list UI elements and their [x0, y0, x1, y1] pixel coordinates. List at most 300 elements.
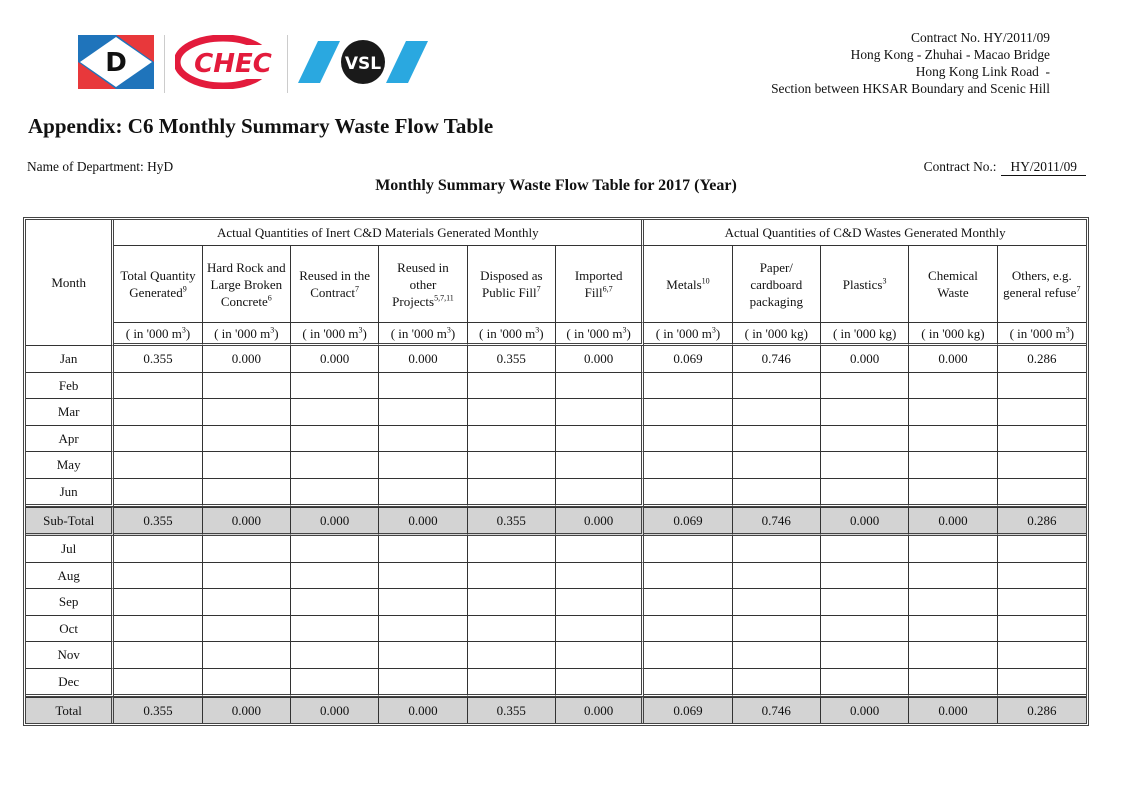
value-cell	[733, 373, 821, 400]
column-header-line	[733, 293, 820, 310]
column-header	[379, 246, 467, 323]
column-header-text: cardboard	[750, 276, 803, 292]
value-cell	[203, 669, 291, 698]
value-cell	[998, 536, 1086, 563]
unit-label	[998, 323, 1086, 346]
value-cell: 0.000	[821, 697, 909, 723]
table-row	[26, 399, 1086, 426]
column-header-text: Others, e.g.	[1011, 268, 1072, 283]
value-cell	[998, 426, 1086, 453]
value-cell	[998, 373, 1086, 400]
unit-label	[556, 323, 644, 346]
vsl-logo	[298, 35, 428, 94]
unit-label	[909, 323, 997, 346]
table-row	[26, 616, 1086, 643]
unit-exponent: 3	[446, 325, 451, 335]
value-cell	[821, 536, 909, 563]
column-header-text: Plastics	[842, 276, 883, 292]
column-header-text: Hard Rock and	[206, 259, 286, 275]
unit-close: )	[450, 325, 456, 341]
value-cell	[644, 479, 732, 508]
column-header-line	[733, 276, 820, 293]
value-cell: 0.355	[468, 507, 556, 536]
subtotal-row	[26, 507, 1086, 536]
value-cell	[203, 536, 291, 563]
value-cell: 0.000	[556, 507, 644, 536]
unit-text: ( in '000 m	[302, 325, 359, 341]
contract-no-label: Contract No.:	[923, 159, 997, 174]
value-cell: 0.000	[379, 507, 467, 536]
contract-line: Contract No. HY/2011/09	[911, 30, 1050, 45]
column-header-line	[203, 259, 290, 276]
unit-text: ( in '000 kg)	[832, 325, 897, 341]
value-cell	[644, 452, 732, 479]
department-name: Name of Department: HyD	[27, 159, 174, 174]
svg-text:VSL: VSL	[344, 53, 382, 74]
value-cell	[114, 479, 202, 508]
value-cell	[468, 642, 556, 669]
value-cell	[909, 399, 997, 426]
value-cell: 0.069	[644, 697, 732, 723]
unit-exponent: 3	[358, 325, 363, 335]
value-cell: 0.286	[998, 507, 1086, 536]
value-cell	[909, 452, 997, 479]
value-cell: 0.355	[114, 346, 202, 373]
value-cell	[556, 426, 644, 453]
value-cell	[203, 479, 291, 508]
unit-text: ( in '000 m	[566, 325, 623, 341]
value-cell	[291, 479, 379, 508]
contract-line: Hong Kong Link Road -	[915, 64, 1050, 79]
value-cell	[468, 373, 556, 400]
value-cell	[468, 479, 556, 508]
column-header-line	[379, 259, 466, 276]
footnote-ref: 10	[701, 276, 710, 286]
dragages-logo	[78, 35, 154, 94]
value-cell: 0.746	[733, 507, 821, 536]
value-cell	[733, 426, 821, 453]
column-header-text: Paper/	[759, 259, 793, 275]
value-cell: 0.746	[733, 697, 821, 723]
value-cell: 0.355	[114, 697, 202, 723]
value-cell	[644, 616, 732, 643]
column-header	[203, 246, 291, 323]
value-cell	[379, 426, 467, 453]
value-cell	[556, 589, 644, 616]
column-header-line	[644, 276, 731, 293]
value-cell: 0.000	[821, 346, 909, 373]
value-cell	[644, 669, 732, 698]
column-header	[821, 246, 909, 323]
value-cell	[291, 536, 379, 563]
footnote-ref: 7	[1076, 284, 1081, 294]
value-cell	[644, 426, 732, 453]
month-cell: Mar	[26, 399, 114, 426]
unit-label	[733, 323, 821, 346]
footnote-ref: 9	[182, 284, 187, 294]
value-cell	[556, 536, 644, 563]
value-cell	[733, 642, 821, 669]
value-cell	[114, 426, 202, 453]
footnote-ref: 3	[882, 276, 887, 286]
column-header-text: Reused in the	[299, 268, 371, 283]
unit-label	[821, 323, 909, 346]
table-row	[26, 426, 1086, 453]
value-cell	[821, 399, 909, 426]
value-cell	[556, 642, 644, 669]
column-header-line	[556, 284, 641, 301]
unit-exponent: 3	[270, 325, 275, 335]
contract-line: Hong Kong - Zhuhai - Macao Bridge	[850, 47, 1050, 62]
value-cell	[998, 399, 1086, 426]
unit-close: )	[185, 325, 191, 341]
column-header-text: Chemical	[928, 268, 978, 283]
value-cell: 0.000	[203, 346, 291, 373]
contract-number	[924, 159, 1086, 176]
value-cell	[909, 373, 997, 400]
column-header-text: Projects	[392, 293, 435, 309]
column-header-text: Generated	[129, 285, 183, 300]
unit-label	[644, 323, 732, 346]
month-cell: Nov	[26, 642, 114, 669]
value-cell	[291, 426, 379, 453]
value-cell	[998, 452, 1086, 479]
company-logos	[78, 34, 428, 94]
group-header-inert: Actual Quantities of Inert C&D Materials Generated Monthly	[114, 220, 644, 246]
unit-label	[468, 323, 556, 346]
unit-label	[114, 323, 202, 346]
table-row	[26, 589, 1086, 616]
value-cell	[998, 589, 1086, 616]
value-cell	[998, 642, 1086, 669]
value-cell: 0.000	[291, 507, 379, 536]
value-cell	[821, 616, 909, 643]
unit-exponent: 3	[622, 325, 627, 335]
unit-close: )	[274, 325, 279, 341]
value-cell	[379, 669, 467, 698]
value-cell	[114, 589, 202, 616]
footnote-ref: 7	[536, 284, 541, 294]
value-cell	[821, 589, 909, 616]
value-cell	[379, 642, 467, 669]
value-cell	[379, 452, 467, 479]
footnote-ref: 5,7,11	[434, 293, 454, 303]
unit-text: ( in '000 m	[655, 325, 712, 341]
unit-exponent: 3	[181, 325, 186, 335]
unit-label	[379, 323, 467, 346]
month-cell: Feb	[26, 373, 114, 400]
month-cell: Total	[26, 697, 114, 723]
value-cell	[468, 452, 556, 479]
column-header-line	[998, 267, 1086, 284]
value-cell	[821, 373, 909, 400]
value-cell	[644, 399, 732, 426]
value-cell: 0.286	[998, 697, 1086, 723]
column-header-text: Contract	[310, 285, 356, 300]
column-header-line	[821, 276, 908, 293]
svg-text:CHEC: CHEC	[194, 48, 272, 79]
value-cell	[556, 399, 644, 426]
column-header-text: Waste	[937, 285, 969, 300]
column-header	[114, 246, 202, 323]
column-header-line	[733, 259, 820, 276]
value-cell	[291, 563, 379, 590]
month-cell: Aug	[26, 563, 114, 590]
column-header-text: Total Quantity	[120, 268, 196, 283]
column-header-line	[468, 284, 555, 301]
column-header	[556, 246, 644, 323]
value-cell	[733, 452, 821, 479]
value-cell	[291, 642, 379, 669]
value-cell: 0.000	[379, 346, 467, 373]
footnote-ref: 6	[267, 293, 272, 303]
value-cell	[203, 373, 291, 400]
value-cell	[909, 536, 997, 563]
table-row	[26, 669, 1086, 698]
unit-exponent: 3	[535, 325, 540, 335]
unit-text: ( in '000 m	[214, 325, 271, 341]
value-cell	[114, 536, 202, 563]
value-cell	[733, 563, 821, 590]
logo-divider	[164, 35, 165, 93]
value-cell	[909, 589, 997, 616]
value-cell	[203, 426, 291, 453]
month-cell: Apr	[26, 426, 114, 453]
value-cell	[644, 373, 732, 400]
value-cell	[291, 616, 379, 643]
value-cell	[291, 452, 379, 479]
column-header	[998, 246, 1086, 323]
value-cell	[821, 452, 909, 479]
value-cell	[379, 616, 467, 643]
value-cell: 0.355	[468, 346, 556, 373]
appendix-title: Appendix: C6 Monthly Summary Waste Flow Table	[28, 114, 494, 138]
value-cell	[379, 479, 467, 508]
value-cell	[644, 589, 732, 616]
month-header: Month	[26, 220, 114, 346]
column-header	[468, 246, 556, 323]
month-cell: Jun	[26, 479, 114, 508]
value-cell	[114, 616, 202, 643]
value-cell	[468, 426, 556, 453]
value-cell	[203, 563, 291, 590]
column-header-line	[556, 267, 641, 284]
value-cell: 0.069	[644, 346, 732, 373]
value-cell	[733, 669, 821, 698]
value-cell	[733, 616, 821, 643]
column-header-text: Public Fill	[482, 285, 537, 300]
value-cell	[556, 563, 644, 590]
value-cell	[379, 563, 467, 590]
table-row	[26, 346, 1086, 373]
value-cell	[468, 589, 556, 616]
value-cell	[379, 399, 467, 426]
value-cell	[468, 536, 556, 563]
column-header-text: Disposed as	[480, 268, 543, 283]
value-cell	[468, 616, 556, 643]
value-cell: 0.000	[556, 697, 644, 723]
unit-close: )	[1069, 325, 1075, 341]
unit-label	[203, 323, 291, 346]
table-row	[26, 563, 1086, 590]
column-header-text: packaging	[749, 293, 804, 309]
value-cell	[733, 589, 821, 616]
unit-exponent: 3	[711, 325, 716, 335]
value-cell	[203, 616, 291, 643]
value-cell: 0.000	[909, 507, 997, 536]
column-header-line	[379, 293, 466, 310]
value-cell	[644, 563, 732, 590]
value-cell	[114, 399, 202, 426]
value-cell	[909, 479, 997, 508]
value-cell	[556, 452, 644, 479]
value-cell	[821, 642, 909, 669]
value-cell	[468, 669, 556, 698]
month-cell: Sub-Total	[26, 507, 114, 536]
value-cell	[291, 373, 379, 400]
value-cell: 0.000	[379, 697, 467, 723]
value-cell	[998, 616, 1086, 643]
column-header-text: other	[409, 276, 437, 292]
value-cell	[291, 589, 379, 616]
month-cell: Oct	[26, 616, 114, 643]
column-header-text: Reused in	[397, 259, 449, 275]
month-cell: Sep	[26, 589, 114, 616]
value-cell: 0.000	[203, 697, 291, 723]
table-row	[26, 536, 1086, 563]
column-header-line	[909, 284, 996, 301]
value-cell: 0.000	[556, 346, 644, 373]
footnote-ref: 7	[355, 284, 360, 294]
value-cell: 0.000	[203, 507, 291, 536]
group-header-waste: Actual Quantities of C&D Wastes Generated Monthly	[644, 220, 1086, 246]
value-cell	[909, 426, 997, 453]
total-row	[26, 697, 1086, 723]
value-cell	[644, 642, 732, 669]
unit-text: ( in '000 m	[390, 325, 447, 341]
value-cell	[644, 536, 732, 563]
column-header-text: Fill	[584, 285, 603, 300]
value-cell: 0.355	[114, 507, 202, 536]
value-cell	[379, 536, 467, 563]
contract-no-value: HY/2011/09	[1001, 159, 1086, 176]
contract-info	[771, 29, 1050, 97]
unit-text: ( in '000 m	[125, 325, 182, 341]
value-cell: 0.286	[998, 346, 1086, 373]
value-cell	[909, 669, 997, 698]
contract-line: Section between HKSAR Boundary and Scenic Hill	[771, 81, 1050, 96]
waste-flow-table	[23, 217, 1089, 726]
value-cell	[821, 426, 909, 453]
value-cell	[203, 589, 291, 616]
unit-text: ( in '000 kg)	[921, 325, 985, 341]
unit-text: ( in '000 m	[479, 325, 536, 341]
value-cell	[114, 373, 202, 400]
value-cell	[821, 669, 909, 698]
value-cell	[821, 479, 909, 508]
column-header	[644, 246, 732, 323]
month-cell: May	[26, 452, 114, 479]
footnote-ref: 6,7	[602, 284, 613, 294]
column-header-line	[203, 276, 290, 293]
unit-close: )	[626, 325, 631, 341]
value-cell	[556, 669, 644, 698]
value-cell	[733, 536, 821, 563]
column-header-line	[468, 267, 555, 284]
column-header-line	[909, 267, 996, 284]
value-cell	[998, 479, 1086, 508]
value-cell	[909, 616, 997, 643]
value-cell	[998, 563, 1086, 590]
column-header-text: Imported	[574, 268, 623, 283]
column-header-text: Concrete	[220, 293, 268, 309]
value-cell	[821, 563, 909, 590]
value-cell	[379, 589, 467, 616]
value-cell	[468, 563, 556, 590]
month-cell: Jan	[26, 346, 114, 373]
value-cell	[379, 373, 467, 400]
value-cell	[114, 669, 202, 698]
column-header-line	[291, 267, 378, 284]
column-header	[733, 246, 821, 323]
value-cell	[909, 642, 997, 669]
unit-close: )	[715, 325, 721, 341]
unit-text: ( in '000 m	[1009, 325, 1066, 341]
value-cell: 0.355	[468, 697, 556, 723]
value-cell	[909, 563, 997, 590]
svg-text:D: D	[105, 47, 127, 78]
chec-logo	[175, 35, 277, 94]
unit-close: )	[362, 325, 367, 341]
value-cell	[114, 452, 202, 479]
table-row	[26, 479, 1086, 508]
value-cell	[556, 373, 644, 400]
month-cell: Jul	[26, 536, 114, 563]
column-header	[291, 246, 379, 323]
column-header-text: general refuse	[1003, 285, 1077, 300]
unit-close: )	[539, 325, 544, 341]
unit-exponent: 3	[1065, 325, 1070, 335]
value-cell	[203, 399, 291, 426]
value-cell	[998, 669, 1086, 698]
value-cell: 0.000	[909, 697, 997, 723]
value-cell	[114, 563, 202, 590]
value-cell	[114, 642, 202, 669]
column-header-text: Metals	[666, 276, 702, 292]
value-cell	[291, 669, 379, 698]
column-header-line	[291, 284, 378, 301]
value-cell	[733, 399, 821, 426]
column-header	[909, 246, 997, 323]
column-header-line	[114, 284, 201, 301]
table-row	[26, 642, 1086, 669]
value-cell	[468, 399, 556, 426]
value-cell: 0.000	[909, 346, 997, 373]
value-cell	[733, 479, 821, 508]
table-row	[26, 452, 1086, 479]
logo-divider	[287, 35, 288, 93]
column-header-text: Large Broken	[210, 276, 283, 292]
value-cell	[203, 452, 291, 479]
value-cell: 0.069	[644, 507, 732, 536]
value-cell: 0.000	[291, 697, 379, 723]
value-cell	[556, 479, 644, 508]
column-header-line	[114, 267, 201, 284]
value-cell	[556, 616, 644, 643]
table-row	[26, 373, 1086, 400]
column-header-line	[379, 276, 466, 293]
column-header-line	[998, 284, 1086, 301]
